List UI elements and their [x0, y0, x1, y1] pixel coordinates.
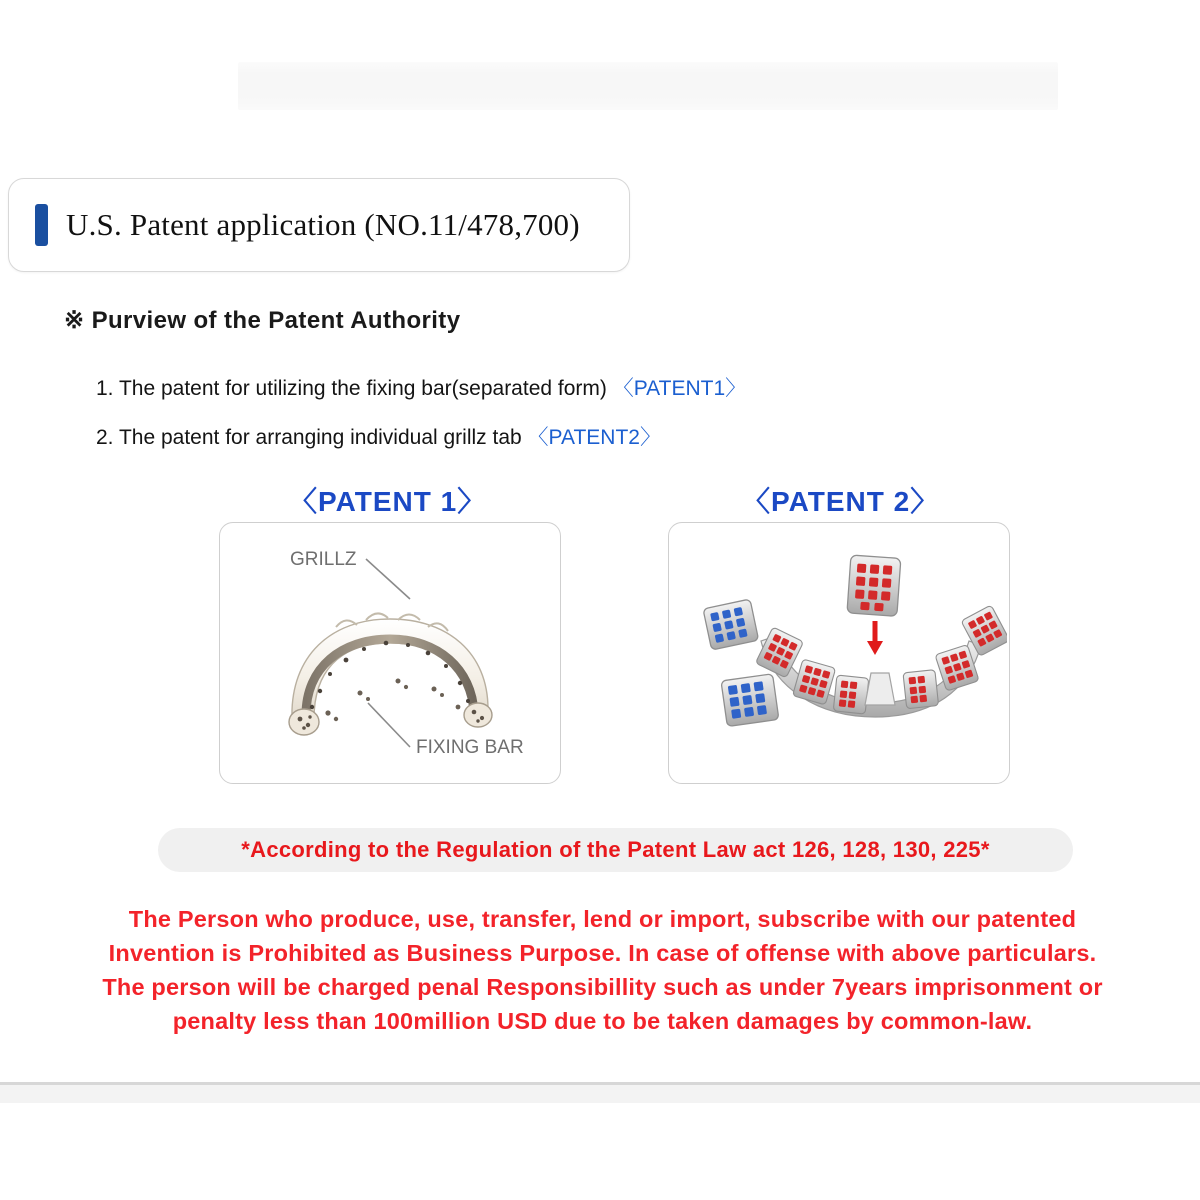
warning-line: Invention is Prohibited as Business Purpose. In case of offense with above particulars.	[108, 940, 1097, 966]
warning-line: The Person who produce, use, transfer, lend or import, subscribe with our patented	[128, 906, 1077, 932]
arch-end-right	[464, 703, 492, 727]
figure-patent-1	[219, 522, 561, 784]
patent-title-card	[8, 178, 630, 272]
top-banner-strip	[238, 62, 1058, 110]
arch-speckles	[325, 679, 460, 722]
warning-line: penalty less than 100million USD due to be taken damages by common-law.	[172, 1008, 1033, 1034]
bottom-strip	[0, 1085, 1200, 1103]
assembly-arrow-icon	[867, 621, 883, 655]
grillz-tab-arch	[755, 605, 1007, 717]
floating-tab-red	[847, 555, 901, 616]
figure-caption-patent-1: 〈PATENT 1〉	[289, 486, 487, 517]
figure-caption-patent-2: 〈PATENT 2〉	[742, 486, 940, 517]
list-item	[96, 372, 746, 402]
warning-line: The person will be charged penal Responsibillity such as under 7years imprisonment or	[102, 974, 1103, 1000]
loose-tab-blue-2	[721, 674, 779, 727]
empty-tab-slot	[865, 673, 895, 705]
list-item-text: 1. The patent for utilizing the fixing bar(separated form)	[96, 377, 607, 400]
arch-end-left	[289, 709, 319, 735]
warning-paragraph	[60, 902, 1145, 1038]
purview-heading: ※ Purview of the Patent Authority	[64, 307, 461, 334]
list-item	[96, 421, 661, 451]
list-item-text: 2. The patent for arranging individual grillz tab	[96, 426, 522, 449]
loose-tab-blue-1	[703, 599, 759, 650]
title-accent-bar	[35, 204, 48, 246]
leader-line-grillz	[366, 559, 410, 599]
regulation-banner-text: *According to the Regulation of the Patent Law act 126, 128, 130, 225*	[241, 837, 990, 862]
page-title: U.S. Patent application (NO.11/478,700)	[66, 207, 580, 242]
figure-label-grillz: GRILLZ	[290, 549, 357, 570]
figure-patent-2	[668, 522, 1010, 784]
individual-grillz-tabs-illustration	[669, 523, 1007, 781]
top-banner-inner	[238, 72, 1058, 98]
figure-label-fixing-bar: FIXING BAR	[416, 737, 524, 758]
regulation-banner	[158, 828, 1073, 872]
grillz-fixing-bar-illustration	[220, 523, 558, 781]
leader-line-fixing-bar	[368, 703, 410, 747]
patent-reference-2: 〈PATENT2〉	[527, 426, 661, 449]
patent-reference-1: 〈PATENT1〉	[612, 377, 747, 400]
